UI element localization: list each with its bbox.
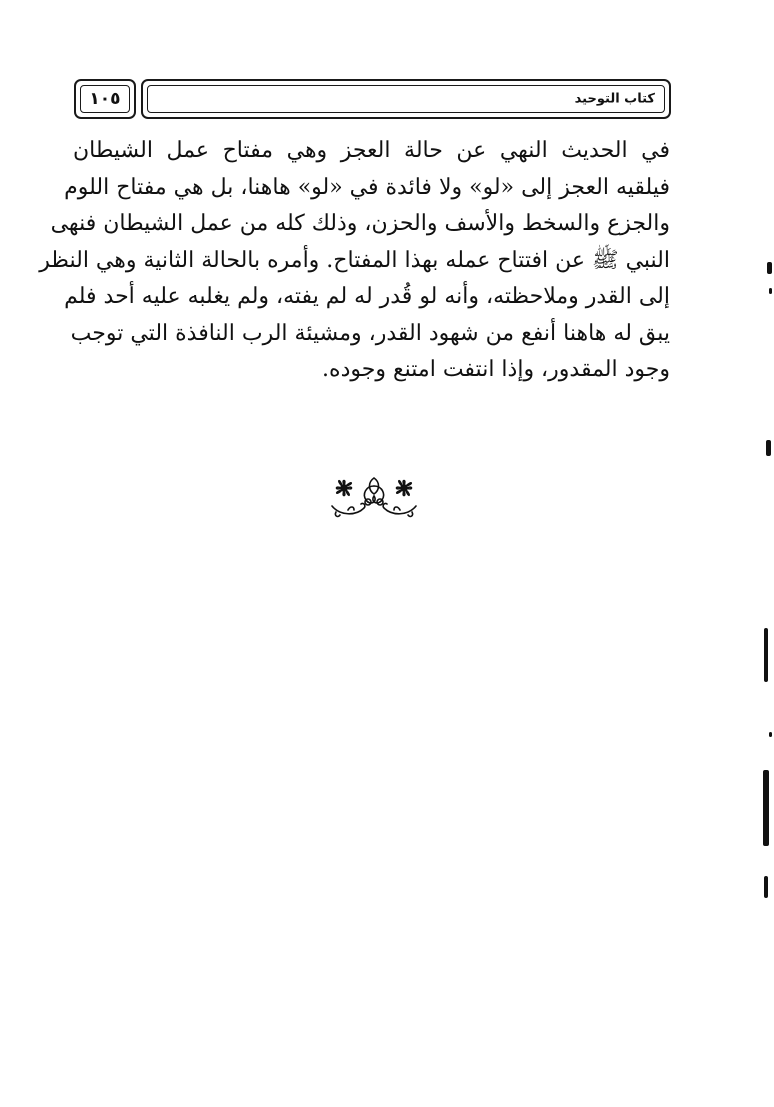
page-number: ١٠٥: [89, 89, 121, 109]
scan-edge-mark: [764, 628, 768, 682]
text-line: في الحديث النهي عن حالة العجز وهي مفتاح عمل الشيطان: [73, 138, 670, 163]
text-line: إلى القدر وملاحظته، وأنه لو قُدر له لم يفته، ولم يغلبه عليه أحد فلم: [64, 284, 670, 309]
text-line: والجزع والسخط والأسف والحزن، وذلك كله من عمل الشيطان فنهى: [50, 211, 670, 236]
floral-ornament-icon: [326, 472, 422, 522]
text-line: فيلقيه العجز إلى «لو» ولا فائدة في «لو» هاهنا، بل هي مفتاح اللوم: [64, 174, 670, 200]
body-paragraph: [39, 133, 670, 389]
scan-edge-mark: [766, 440, 771, 456]
scan-edge-mark: [769, 732, 772, 737]
scan-edge-mark: [764, 876, 768, 898]
scan-edge-mark: [769, 288, 772, 294]
page-number-box: [74, 79, 136, 119]
running-title-box: [141, 79, 671, 119]
scan-edge-mark: [763, 770, 769, 846]
running-title: كتاب التوحيد: [574, 91, 655, 107]
text-line: يبق له هاهنا أنفع من شهود القدر، ومشيئة الرب النافذة التي توجب: [70, 320, 670, 346]
scan-edge-mark: [767, 262, 772, 274]
text-line: وجود المقدور، وإذا انتفت امتنع وجوده.: [322, 357, 670, 382]
text-line: النبي ﷺ عن افتتاح عمله بهذا المفتاح. وأمره بالحالة الثانية وهي النظر: [39, 247, 670, 273]
